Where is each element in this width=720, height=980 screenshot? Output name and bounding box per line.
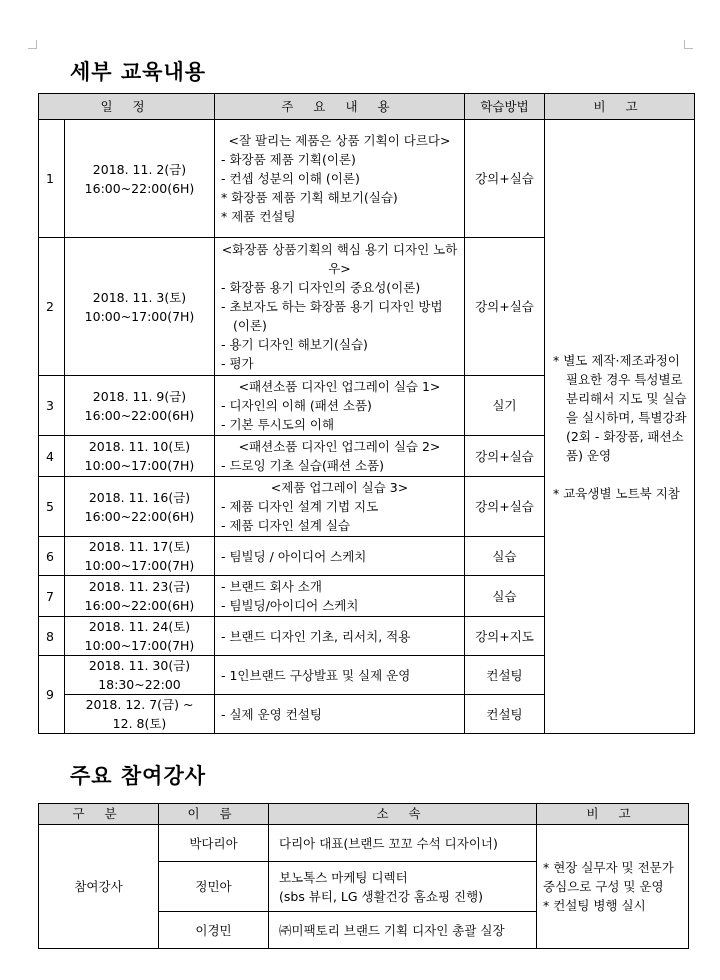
date-line: 18:30~22:00 xyxy=(98,677,181,692)
content-heading: <패션소품 디자인 업그레이 실습 2> xyxy=(238,439,441,454)
content-heading: <화장품 상품기획의 핵심 용기 디자인 노하우> xyxy=(221,242,458,276)
instructors-table xyxy=(38,803,689,949)
row-method: 실기 xyxy=(465,376,545,436)
content-item: - 팀빌딩/아이디어 스케치 xyxy=(221,598,359,613)
content-item: - 제품 디자인 설계 실습 xyxy=(221,518,351,533)
affiliation-line: 보노톡스 마케팅 디렉터 xyxy=(279,869,408,885)
row-content xyxy=(215,656,465,695)
row-date xyxy=(65,656,215,695)
content-item: - 기본 투시도의 이해 xyxy=(221,417,335,432)
instructor-name: 정민아 xyxy=(159,862,269,912)
header-note: 비 고 xyxy=(537,804,689,825)
instructor-affiliation xyxy=(269,912,537,949)
date-line: 2018. 11. 30(금) xyxy=(88,658,191,673)
date-line: 16:00~22:00(6H) xyxy=(84,598,195,613)
row-number: 6 xyxy=(39,537,65,576)
row-date xyxy=(65,436,215,477)
date-line: 2018. 11. 16(금) xyxy=(88,489,191,505)
row-date xyxy=(65,238,215,376)
header-note: 비 고 xyxy=(545,94,695,120)
row-date xyxy=(65,617,215,656)
date-line: 12. 8(토) xyxy=(112,716,167,731)
content-heading: <제품 업그레이 실습 3> xyxy=(270,480,409,495)
instructor-note xyxy=(537,825,689,949)
date-line: 2018. 11. 3(토) xyxy=(92,289,187,305)
note-item: * 별도 제작·제조과정이 필요한 경우 특성별로 분리해서 지도 및 실습을 실시하며, 특별강좌(2회 - 화장품, 패션소품) 운영 xyxy=(553,352,687,463)
date-line: 2018. 11. 24(토) xyxy=(88,619,191,634)
instructor-affiliation xyxy=(269,862,537,912)
affiliation-line: ㈜미팩토리 브랜드 기획 디자인 총괄 실장 xyxy=(279,922,505,938)
row-content xyxy=(215,376,465,436)
content-item: - 실제 운영 컨설팅 xyxy=(221,706,322,722)
content-item: - 드로잉 기초 실습(패션 소품) xyxy=(221,458,384,473)
section-title-instructors: 주요 참여강사 xyxy=(70,764,207,788)
row-content xyxy=(215,436,465,477)
content-item: - 화장품 제품 기획(이론) xyxy=(221,152,356,167)
date-line: 2018. 12. 7(금) ~ xyxy=(85,697,194,712)
note-item: * 컨설팅 병행 실시 xyxy=(543,898,646,913)
row-date xyxy=(65,537,215,576)
row-method: 강의+실습 xyxy=(465,477,545,537)
date-line: 10:00~17:00(7H) xyxy=(84,558,195,573)
content-item: - 디자인의 이해 (패션 소품) xyxy=(221,398,372,413)
header-schedule: 일 정 xyxy=(39,94,215,120)
content-item: - 브랜드 디자인 기초, 리서치, 적용 xyxy=(221,628,411,644)
date-line: 10:00~17:00(7H) xyxy=(84,458,195,473)
row-content xyxy=(215,576,465,617)
row-date xyxy=(65,376,215,436)
date-line: 2018. 11. 2(금) xyxy=(92,161,187,177)
row-method: 실습 xyxy=(465,576,545,617)
row-content xyxy=(215,537,465,576)
content-item: - 화장품 용기 디자인의 중요성(이론) xyxy=(221,280,421,295)
date-line: 2018. 11. 9(금) xyxy=(92,388,187,404)
row-method: 강의+실습 xyxy=(465,238,545,376)
header-affiliation: 소 속 xyxy=(269,804,537,825)
row-number: 9 xyxy=(39,656,65,734)
header-content: 주 요 내 용 xyxy=(215,94,465,120)
row-content xyxy=(215,695,465,734)
row-method: 실습 xyxy=(465,537,545,576)
note-cell xyxy=(545,120,695,734)
row-date xyxy=(65,695,215,734)
curriculum-table xyxy=(38,93,695,734)
row-number: 8 xyxy=(39,617,65,656)
date-line: 2018. 11. 10(토) xyxy=(88,439,191,454)
content-item: - 용기 디자인 해보기(실습) xyxy=(221,337,368,352)
content-heading: <패션소품 디자인 업그레이 실습 1> xyxy=(238,379,441,394)
header-name: 이 름 xyxy=(159,804,269,825)
row-number: 4 xyxy=(39,436,65,477)
crop-mark-left xyxy=(28,40,37,49)
section-title-curriculum: 세부 교육내용 xyxy=(70,60,207,84)
date-line: 16:00~22:00(6H) xyxy=(84,180,195,196)
row-content xyxy=(215,238,465,376)
date-line: 2018. 11. 17(토) xyxy=(88,539,191,554)
row-number: 5 xyxy=(39,477,65,537)
row-date xyxy=(65,120,215,238)
note-item: * 현장 실무자 및 전문가 중심으로 구성 및 운영 xyxy=(543,860,674,894)
date-line: 16:00~22:00(6H) xyxy=(84,508,195,524)
row-number: 3 xyxy=(39,376,65,436)
content-item: * 화장품 제품 기획 해보기(실습) xyxy=(221,190,398,205)
row-method: 강의+실습 xyxy=(465,120,545,238)
content-item: - 팀빌딩 / 아이디어 스케치 xyxy=(221,548,367,564)
content-item: - 초보자도 하는 화장품 용기 디자인 방법 (이론) xyxy=(221,299,443,333)
row-content xyxy=(215,120,465,238)
row-method: 컨설팅 xyxy=(465,656,545,695)
date-line: 2018. 11. 23(금) xyxy=(88,579,191,594)
row-method: 강의+지도 xyxy=(465,617,545,656)
row-number: 2 xyxy=(39,238,65,376)
content-heading: <잘 팔리는 제품은 상품 기획이 다르다> xyxy=(228,133,451,148)
instructor-category: 참여강사 xyxy=(39,825,159,949)
table-header-row xyxy=(39,94,695,120)
affiliation-line: 다리아 대표(브랜드 꼬꼬 수석 디자이너) xyxy=(279,835,498,851)
date-line: 16:00~22:00(6H) xyxy=(84,407,195,423)
instructor-name: 박다리아 xyxy=(159,825,269,862)
date-line: 10:00~17:00(7H) xyxy=(84,638,195,653)
content-item: - 브랜드 회사 소개 xyxy=(221,579,322,594)
table-header-row xyxy=(39,804,689,825)
table-row xyxy=(39,825,689,862)
instructor-affiliation xyxy=(269,825,537,862)
content-item: - 1인브랜드 구상발표 및 실제 운영 xyxy=(221,667,411,683)
content-item: - 컨셉 성분의 이해 (이론) xyxy=(221,171,360,186)
note-item: * 교육생별 노트북 지참 xyxy=(553,485,680,501)
row-date xyxy=(65,477,215,537)
row-content xyxy=(215,617,465,656)
row-number: 1 xyxy=(39,120,65,238)
row-date xyxy=(65,576,215,617)
header-category: 구 분 xyxy=(39,804,159,825)
instructor-name: 이경민 xyxy=(159,912,269,949)
table-row xyxy=(39,120,695,238)
content-item: - 제품 디자인 설계 기법 지도 xyxy=(221,499,379,514)
row-method: 컨설팅 xyxy=(465,695,545,734)
header-method: 학습방법 xyxy=(465,94,545,120)
content-item: * 제품 컨설팅 xyxy=(221,209,296,224)
affiliation-line: (sbs 뷰티, LG 생활건강 홈쇼핑 진행) xyxy=(279,888,484,904)
row-method: 강의+실습 xyxy=(465,436,545,477)
content-item: - 평가 xyxy=(221,356,254,371)
crop-mark-right xyxy=(684,40,693,49)
date-line: 10:00~17:00(7H) xyxy=(84,308,195,324)
row-content xyxy=(215,477,465,537)
row-number: 7 xyxy=(39,576,65,617)
